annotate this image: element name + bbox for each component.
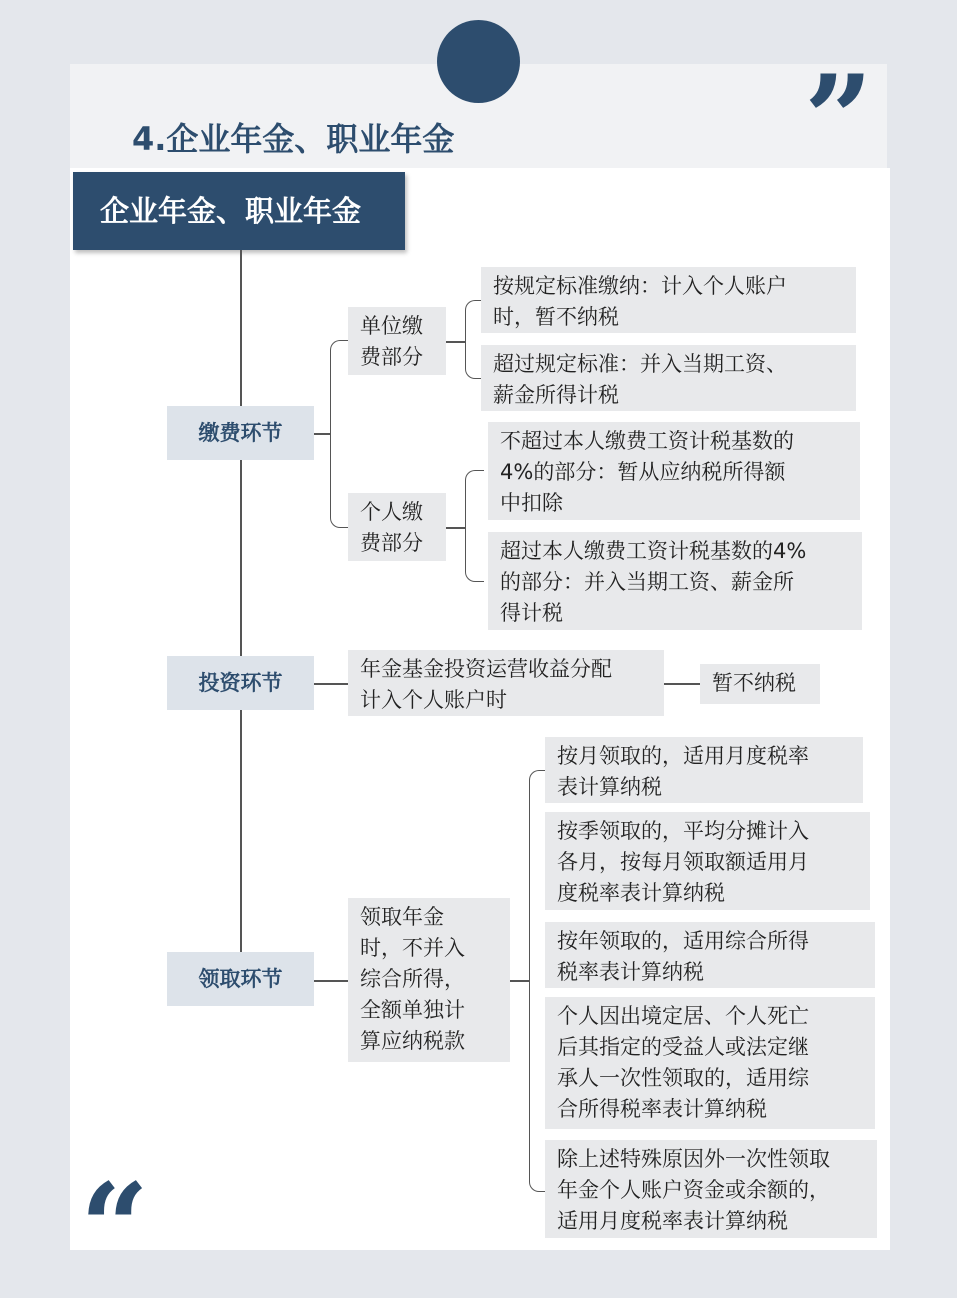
rule-lump-sum-other: 除上述特殊原因外一次性领取 年金个人账户资金或余额的， 适用月度税率表计算纳税 [545,1140,877,1238]
close-quote-icon: ” [804,49,874,190]
open-quote-icon: “ [80,1157,150,1298]
connector [314,683,348,685]
connector [314,433,331,435]
personal-contribution-node: 个人缴 费部分 [348,493,446,561]
rule-lump-sum-special: 个人因出境定居、个人死亡 后其指定的受益人或法定继 承人一次性领取的，适用综 合所得税率表计算纳税 [545,997,875,1129]
page-title: 4.企业年金、职业年金 [132,120,455,158]
connector [446,341,466,343]
decorative-circle [437,20,520,103]
rule-personal-within-limit: 不超过本人缴费工资计税基数的 4%的部分：暂从应纳税所得额 中扣除 [488,422,860,520]
employer-contribution-node: 单位缴 费部分 [348,307,446,375]
stage-investment: 投资环节 [167,656,314,710]
withdrawal-condition: 领取年金 时，不并入 综合所得， 全额单独计 算应纳税款 [348,898,510,1062]
rule-quarterly: 按季领取的，平均分摊计入 各月，按每月领取额适用月 度税率表计算纳税 [545,812,870,910]
root-node: 企业年金、职业年金 [73,172,405,250]
rule-monthly: 按月领取的，适用月度税率 表计算纳税 [545,737,863,803]
connector [510,980,530,982]
connector [314,980,348,982]
bracket-personal [465,470,484,582]
stage-contribution: 缴费环节 [167,406,314,460]
rule-annual: 按年领取的，适用综合所得 税率表计算纳税 [545,922,875,988]
rule-employer-within-limit: 按规定标准缴纳：计入个人账户 时，暂不纳税 [481,267,856,333]
connector [446,527,466,529]
investment-result: 暂不纳税 [700,664,820,704]
stage-withdrawal: 领取环节 [167,952,314,1006]
rule-employer-over-limit: 超过规定标准：并入当期工资、 薪金所得计税 [481,345,856,411]
connector [664,683,700,685]
rule-personal-over-limit: 超过本人缴费工资计税基数的4% 的部分：并入当期工资、薪金所 得计税 [488,532,862,630]
trunk-line [240,250,242,982]
investment-condition: 年金基金投资运营收益分配 计入个人账户时 [348,650,664,716]
bracket-contribution [330,340,349,528]
